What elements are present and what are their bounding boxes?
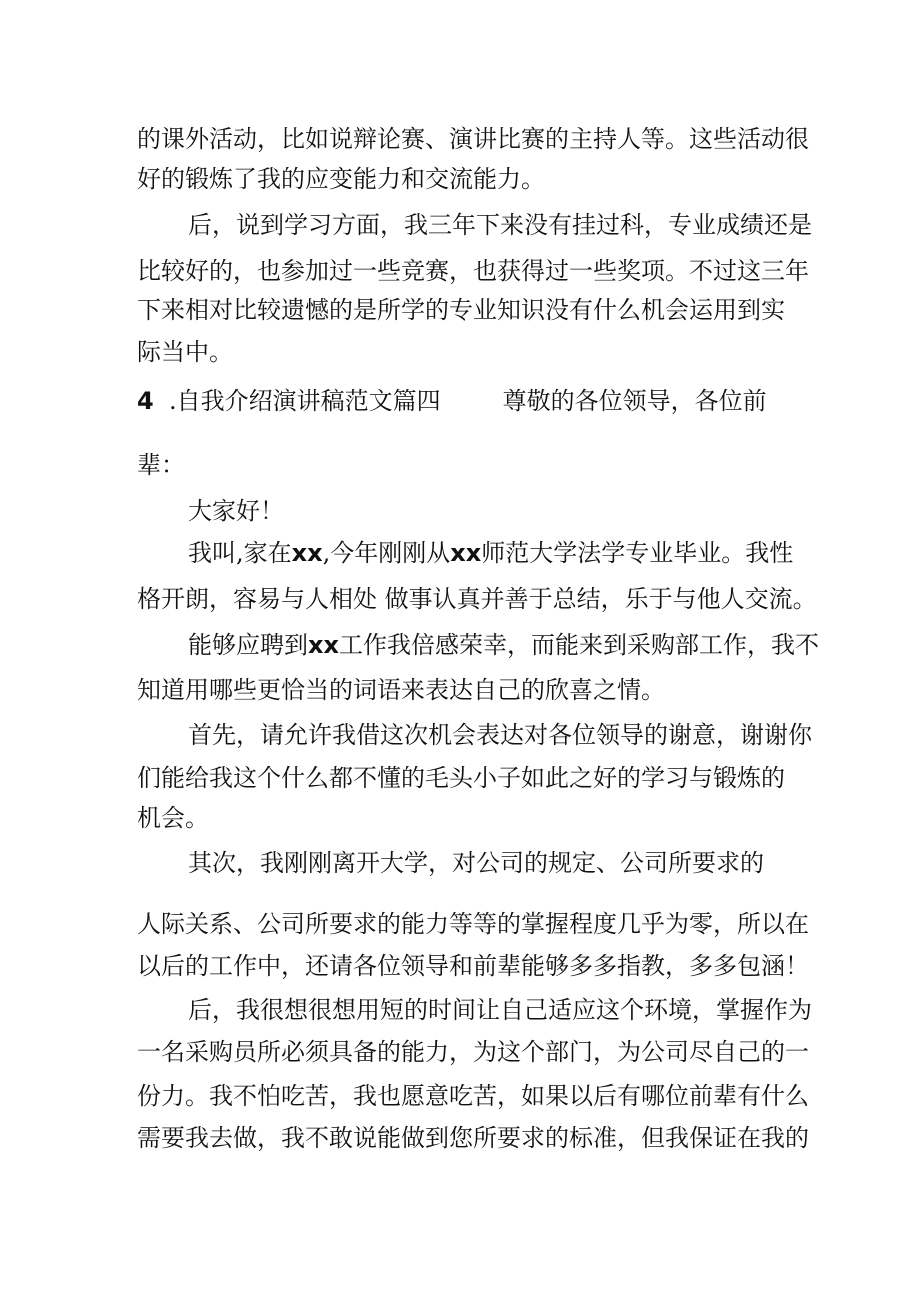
intro-text: ,家在 <box>236 539 292 567</box>
section-heading <box>137 386 767 416</box>
body-line: 际当中。 <box>137 338 233 366</box>
para-line <box>188 630 819 660</box>
placeholder-xx: xx <box>308 631 339 659</box>
placeholder-xx: xx <box>450 539 482 567</box>
body-line: 后，我很想很想用短的时间让自己适应这个环境，掌握作为 <box>188 996 812 1024</box>
heading-title: .自我介绍演讲稿范文篇四 <box>169 387 441 415</box>
body-line: 首先，请允许我借这次机会表达对各位领导的谢意，谢谢你 <box>188 721 812 749</box>
heading-continuation: 尊敬的各位领导，各位前 <box>502 387 767 415</box>
body-line: 其次，我刚刚离开大学，对公司的规定、公司所要求的 <box>188 849 764 877</box>
body-line: 下来相对比较遗憾的是所学的专业知识没有什么机会运用到实 <box>137 296 785 324</box>
para-text: 工作我倍感荣幸，而能来到采购部工作，我不 <box>338 631 819 659</box>
para-text: 能够应聘到 <box>188 631 308 659</box>
greeting: 大家好！ <box>188 497 284 525</box>
body-line: 好的锻炼了我的应变能力和交流能力。 <box>137 165 545 193</box>
body-line: 一名采购员所必须具备的能力，为这个部门，为公司尽自己的一 <box>137 1038 809 1066</box>
body-line: 份力。我不怕吃苦，我也愿意吃苦，如果以后有哪位前辈有什么 <box>137 1082 809 1110</box>
body-line: 的课外活动，比如说辩论赛、演讲比赛的主持人等。这些活动很 <box>137 125 809 153</box>
body-line: 知道用哪些更恰当的词语来表达自己的欣喜之情。 <box>137 676 665 704</box>
placeholder-xx: xx <box>291 539 323 567</box>
intro-text: ,今年刚刚从 <box>322 539 451 567</box>
body-line: 人际关系、公司所要求的能力等等的掌握程度几乎为零，所以在 <box>137 910 809 938</box>
intro-text: 我叫 <box>188 539 236 567</box>
body-line: 比较好的，也参加过一些竞赛，也获得过一些奖项。不过这三年 <box>137 257 809 285</box>
heading-number: 4 <box>137 387 154 415</box>
body-line: 需要我去做，我不敢说能做到您所要求的标准，但我保证在我的 <box>137 1124 809 1152</box>
body-line: 们能给我这个什么都不懂的毛头小子如此之好的学习与锻炼的 <box>137 764 785 792</box>
body-line: 以后的工作中，还请各位领导和前辈能够多多指教，多多包涵！ <box>137 952 809 980</box>
body-line: 辈： <box>137 451 185 479</box>
body-line: 机会。 <box>137 804 209 832</box>
intro-line <box>188 538 793 568</box>
body-line: 后，说到学习方面，我三年下来没有挂过科，专业成绩还是 <box>188 211 812 239</box>
body-line: 格开朗，容易与人相处 做事认真并善于总结，乐于与他人交流。 <box>137 585 817 613</box>
intro-text: 师范大学法学专业毕业。我性 <box>481 539 794 567</box>
